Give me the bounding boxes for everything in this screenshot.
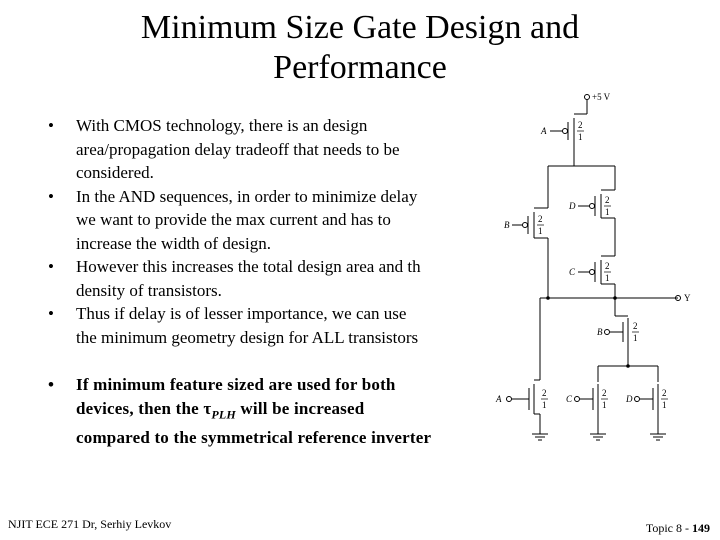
bullet-marker: • [48, 304, 54, 323]
input-label-d-nmos: D [626, 394, 633, 404]
output-label: Y [684, 293, 691, 303]
footer-page [646, 521, 710, 536]
bullet-line: considered. [76, 163, 154, 182]
vdd-terminal [585, 95, 590, 100]
size-ratio-pmos-b [537, 214, 544, 236]
bullet-line: In the AND sequences, in order to minimize delay [76, 186, 418, 206]
ground-symbol [590, 434, 606, 440]
ground-symbol [532, 434, 548, 440]
bullet-line: increase the width of design. [76, 233, 271, 253]
input-label-a: A [541, 126, 547, 136]
input-label-b: B [504, 220, 510, 230]
bullet-line: area/propagation delay tradeoff that needs to be [76, 139, 400, 159]
bullet-line [76, 397, 488, 427]
bullet-line: compared to the symmetrical reference inverter [76, 428, 432, 448]
svg-text:2: 2 [578, 120, 583, 130]
text-run: devices, then the [76, 398, 204, 418]
footer-topic: Topic 8 - [645, 521, 692, 535]
tau-symbol: τ [203, 398, 212, 418]
bullet-line: we want to provide the max current and has to [76, 210, 391, 229]
svg-text:1: 1 [578, 132, 583, 142]
svg-text:2: 2 [538, 214, 543, 224]
size-ratio-nmos-c [601, 388, 608, 410]
bullet-item [48, 185, 488, 256]
bullet-marker: • [48, 116, 54, 135]
page-number: 149 [692, 521, 710, 535]
bullet-item-bold [48, 373, 488, 450]
bullet-line: If minimum feature sized are used for both [76, 375, 396, 394]
svg-text:1: 1 [633, 333, 638, 343]
bullet-item [48, 302, 488, 349]
svg-text:1: 1 [605, 207, 610, 217]
bullet-marker: • [48, 186, 54, 206]
bullet-line: Thus if delay is of lesser importance, we can use [76, 304, 407, 323]
input-label-c-nmos: C [566, 394, 573, 404]
ground-symbol [650, 434, 666, 440]
bullet-line: the minimum geometry design for ALL transistors [76, 327, 419, 347]
size-ratio-pmos-d [604, 195, 611, 217]
svg-text:2: 2 [605, 195, 610, 205]
bullet-item [48, 114, 488, 185]
bullet-marker: • [48, 375, 55, 394]
size-ratio-pmos-a [577, 120, 584, 142]
svg-text:1: 1 [602, 400, 607, 410]
svg-text:2: 2 [542, 388, 547, 398]
supply-label: +5 V [592, 92, 611, 102]
bullet-item [48, 255, 488, 302]
svg-text:1: 1 [538, 226, 543, 236]
text-run: will be increased [235, 398, 365, 418]
input-label-d: D [569, 201, 576, 211]
svg-text:1: 1 [662, 400, 667, 410]
size-ratio-pmos-c [604, 261, 611, 283]
svg-text:2: 2 [662, 388, 667, 398]
tau-subscript: PLH [211, 406, 236, 421]
input-label-b-nmos: B [597, 327, 603, 337]
input-label-c: C [569, 267, 576, 277]
bullet-line: density of transistors. [76, 280, 222, 300]
slide-title-line-2: Performance [273, 49, 447, 86]
size-ratio-nmos-b [632, 321, 639, 343]
pmos-a-bubble [563, 129, 568, 134]
svg-text:1: 1 [605, 273, 610, 283]
svg-text:2: 2 [633, 321, 638, 331]
bullet-line: With CMOS technology, there is an design [76, 116, 368, 135]
bullet-line: However this increases the total design area and th [76, 257, 421, 276]
svg-text:1: 1 [542, 400, 547, 410]
size-ratio-nmos-d [661, 388, 668, 410]
cmos-gate-schematic [494, 88, 702, 460]
slide-title-line-1: Minimum Size Gate Design and [140, 9, 580, 46]
slide-title [40, 8, 680, 88]
size-ratio-nmos-a [541, 388, 548, 410]
input-label-a-nmos: A [496, 394, 502, 404]
bullet-list [48, 114, 488, 450]
svg-text:2: 2 [602, 388, 607, 398]
bullet-marker: • [48, 257, 54, 276]
svg-text:2: 2 [605, 261, 610, 271]
footer-course: NJIT ECE 271 Dr, Serhiy Levkov [8, 517, 172, 531]
